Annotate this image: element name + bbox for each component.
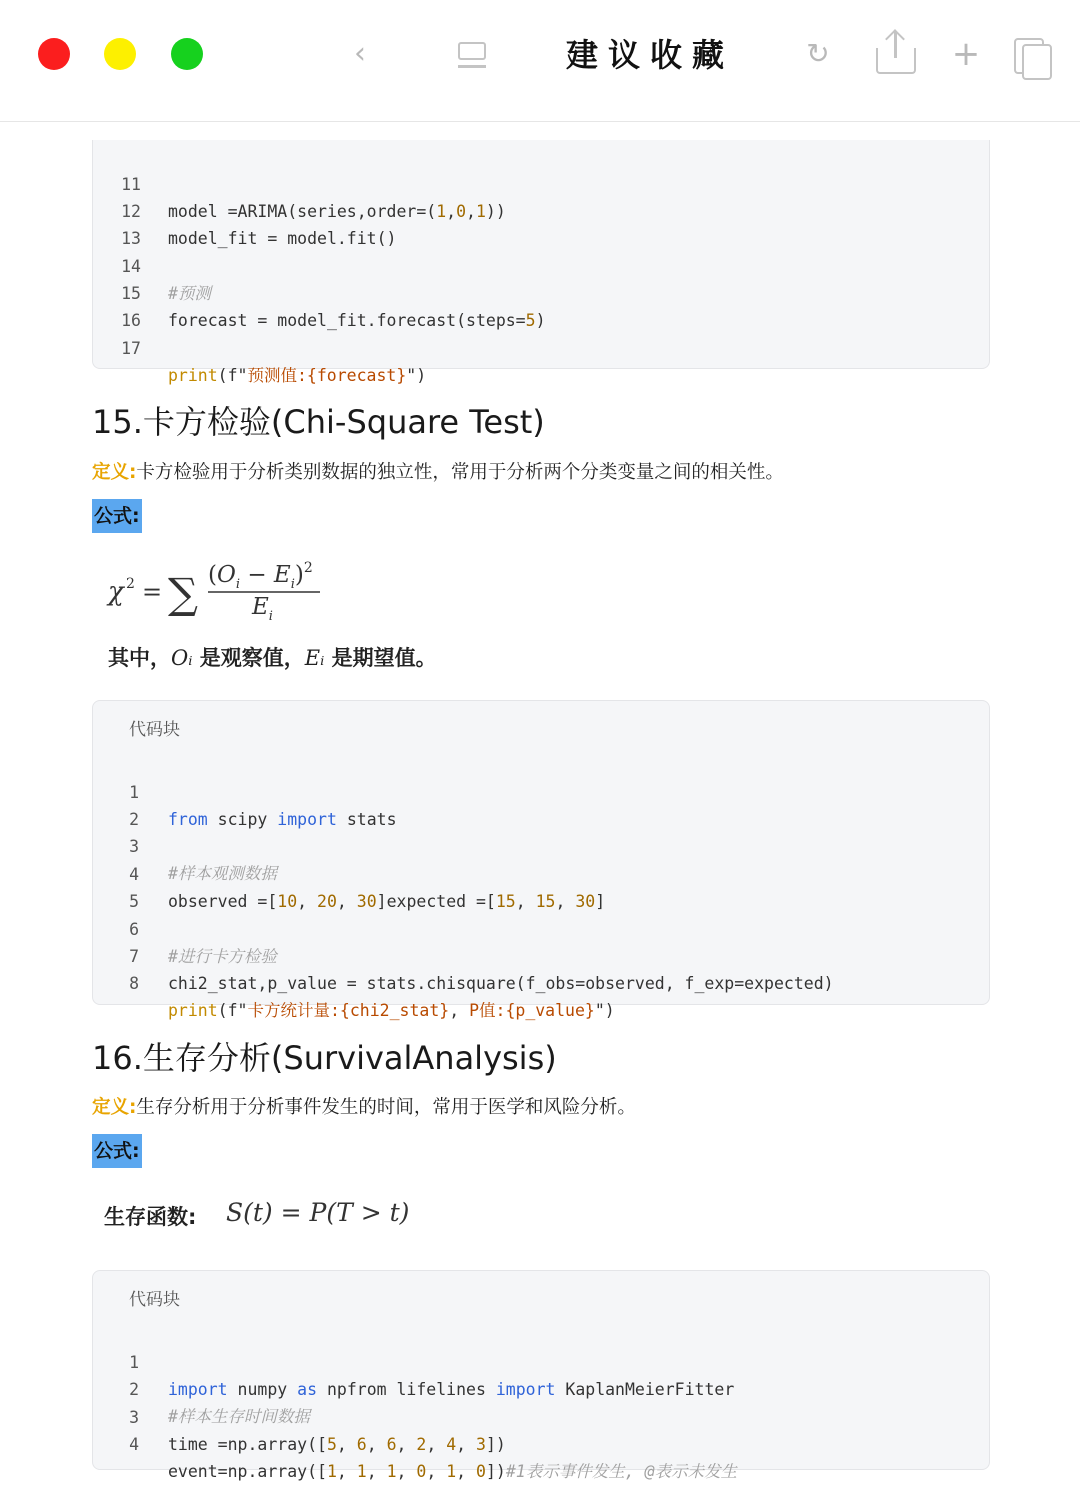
definition-survival [92,1094,636,1122]
code-line [93,280,141,330]
definition-text: 卡方检验用于分析类别数据的独立性，常用于分析两个分类变量之间的相关性。 [136,462,784,483]
svg-text:=: = [142,578,163,606]
line-number: 4 [129,865,139,884]
page-title: 建议收藏 [565,36,734,74]
line-number: 2 [129,1380,139,1399]
definition-label: 定义: [92,462,137,483]
code-comment: #预测 [168,284,211,303]
formula-tag: 公式: [92,499,142,533]
definition-text: 生存分析用于分析事件发生的时间，常用于医学和风险分析。 [136,1097,636,1118]
svg-text:∑: ∑ [168,569,198,618]
code-block-label: 代码块 [129,720,180,740]
section-heading-chi-square: 15.卡方检验(Chi-Square Test) [92,403,545,441]
line-number: 11 [121,175,141,194]
code-text: model_fit = model.fit() [168,229,397,248]
code-line [93,752,397,829]
code-line [93,889,277,966]
minimize-window-button[interactable] [104,38,136,70]
code-text: from scipy import stats [168,810,397,829]
code-text: observed =[10, 20, 30]expected =[15, 15, 30] [168,892,606,911]
line-number: 15 [121,284,141,303]
refresh-icon[interactable]: ↻ [806,37,830,70]
code-line [93,806,277,883]
plus-icon[interactable]: + [951,34,981,74]
code-block-label: 代码块 [129,1290,180,1310]
code-block-chi-square[interactable] [92,700,990,1020]
code-text: import numpy as npfrom lifelines import KaplanMeierFitter [168,1380,735,1399]
code-text: print(f"卡方统计量:{chi2_stat}, P值:{p_value}") [168,1001,615,1020]
maximize-window-button[interactable] [171,38,203,70]
svg-text:Ei: $E_i$ [252,594,273,624]
line-number: 8 [129,974,139,993]
code-line [93,779,139,829]
line-number: 14 [121,257,141,276]
code-comment: #样本观测数据 [168,864,277,883]
svg-text:2: 2 [126,576,135,592]
line-number: 1 [129,1353,139,1372]
line-number: 2 [129,810,139,829]
code-text: forecast = model_fit.forecast(steps=5) [168,311,546,330]
code-text: model =ARIMA(series,order=(1,0,1)) [168,202,506,221]
close-window-button[interactable] [38,38,70,70]
code-line [93,198,141,248]
line-number: 1 [129,783,139,802]
code-line [93,861,139,911]
line-number: 17 [121,339,141,358]
note-mid: 是观察值， [192,646,305,670]
line-number: 3 [129,1408,139,1427]
code-block-survival[interactable] [92,1270,990,1481]
line-number: 6 [129,920,139,939]
svg-text:(Oi − Ei)2: $(O_i - E_i)^2$ [208,560,313,592]
section-heading-survival: 16.生存分析(SurvivalAnalysis) [92,1039,557,1077]
survival-formula: S(t) = P(T > t) [226,1198,410,1227]
line-number: 5 [129,892,139,911]
formula-note [108,643,437,673]
note-suffix: 是期望值。 [324,646,437,670]
formula-tag: 公式: [92,1134,142,1168]
code-text: event=np.array([1, 1, 1, 0, 1, 0])#1表示事件发生, @表示未发生 [168,1462,737,1481]
line-number: 12 [121,202,141,221]
back-icon[interactable]: ‹ [354,36,366,71]
line-number: 4 [129,1435,139,1454]
code-text: chi2_stat,p_value = stats.chisquare(f_obs=observed, f_exp=expected) [168,974,834,993]
card-view-icon[interactable] [452,30,492,68]
chi-square-formula [104,550,334,630]
survival-formula-label: 生存函数: [104,1205,197,1229]
code-text: print(f"预测值:{forecast}") [168,366,427,385]
code-line [93,1349,310,1426]
code-comment: #进行卡方检验 [168,947,277,966]
definition-chi-square [92,459,784,487]
line-number: 7 [129,947,139,966]
code-block-arima[interactable] [92,140,990,385]
note-e-symbol: Eᵢ [304,646,325,670]
note-o-symbol: Oᵢ [171,646,193,670]
line-number: 3 [129,837,139,856]
code-text: time =np.array([5, 6, 6, 2, 4, 3]) [168,1435,506,1454]
svg-text:χ: χ [108,577,124,607]
definition-label: 定义: [92,1097,137,1118]
code-comment: #样本生存时间数据 [168,1407,310,1426]
line-number: 13 [121,229,141,248]
code-line [93,1322,735,1399]
line-number: 16 [121,311,141,330]
note-prefix: 其中， [108,646,171,670]
top-toolbar [0,0,1080,122]
